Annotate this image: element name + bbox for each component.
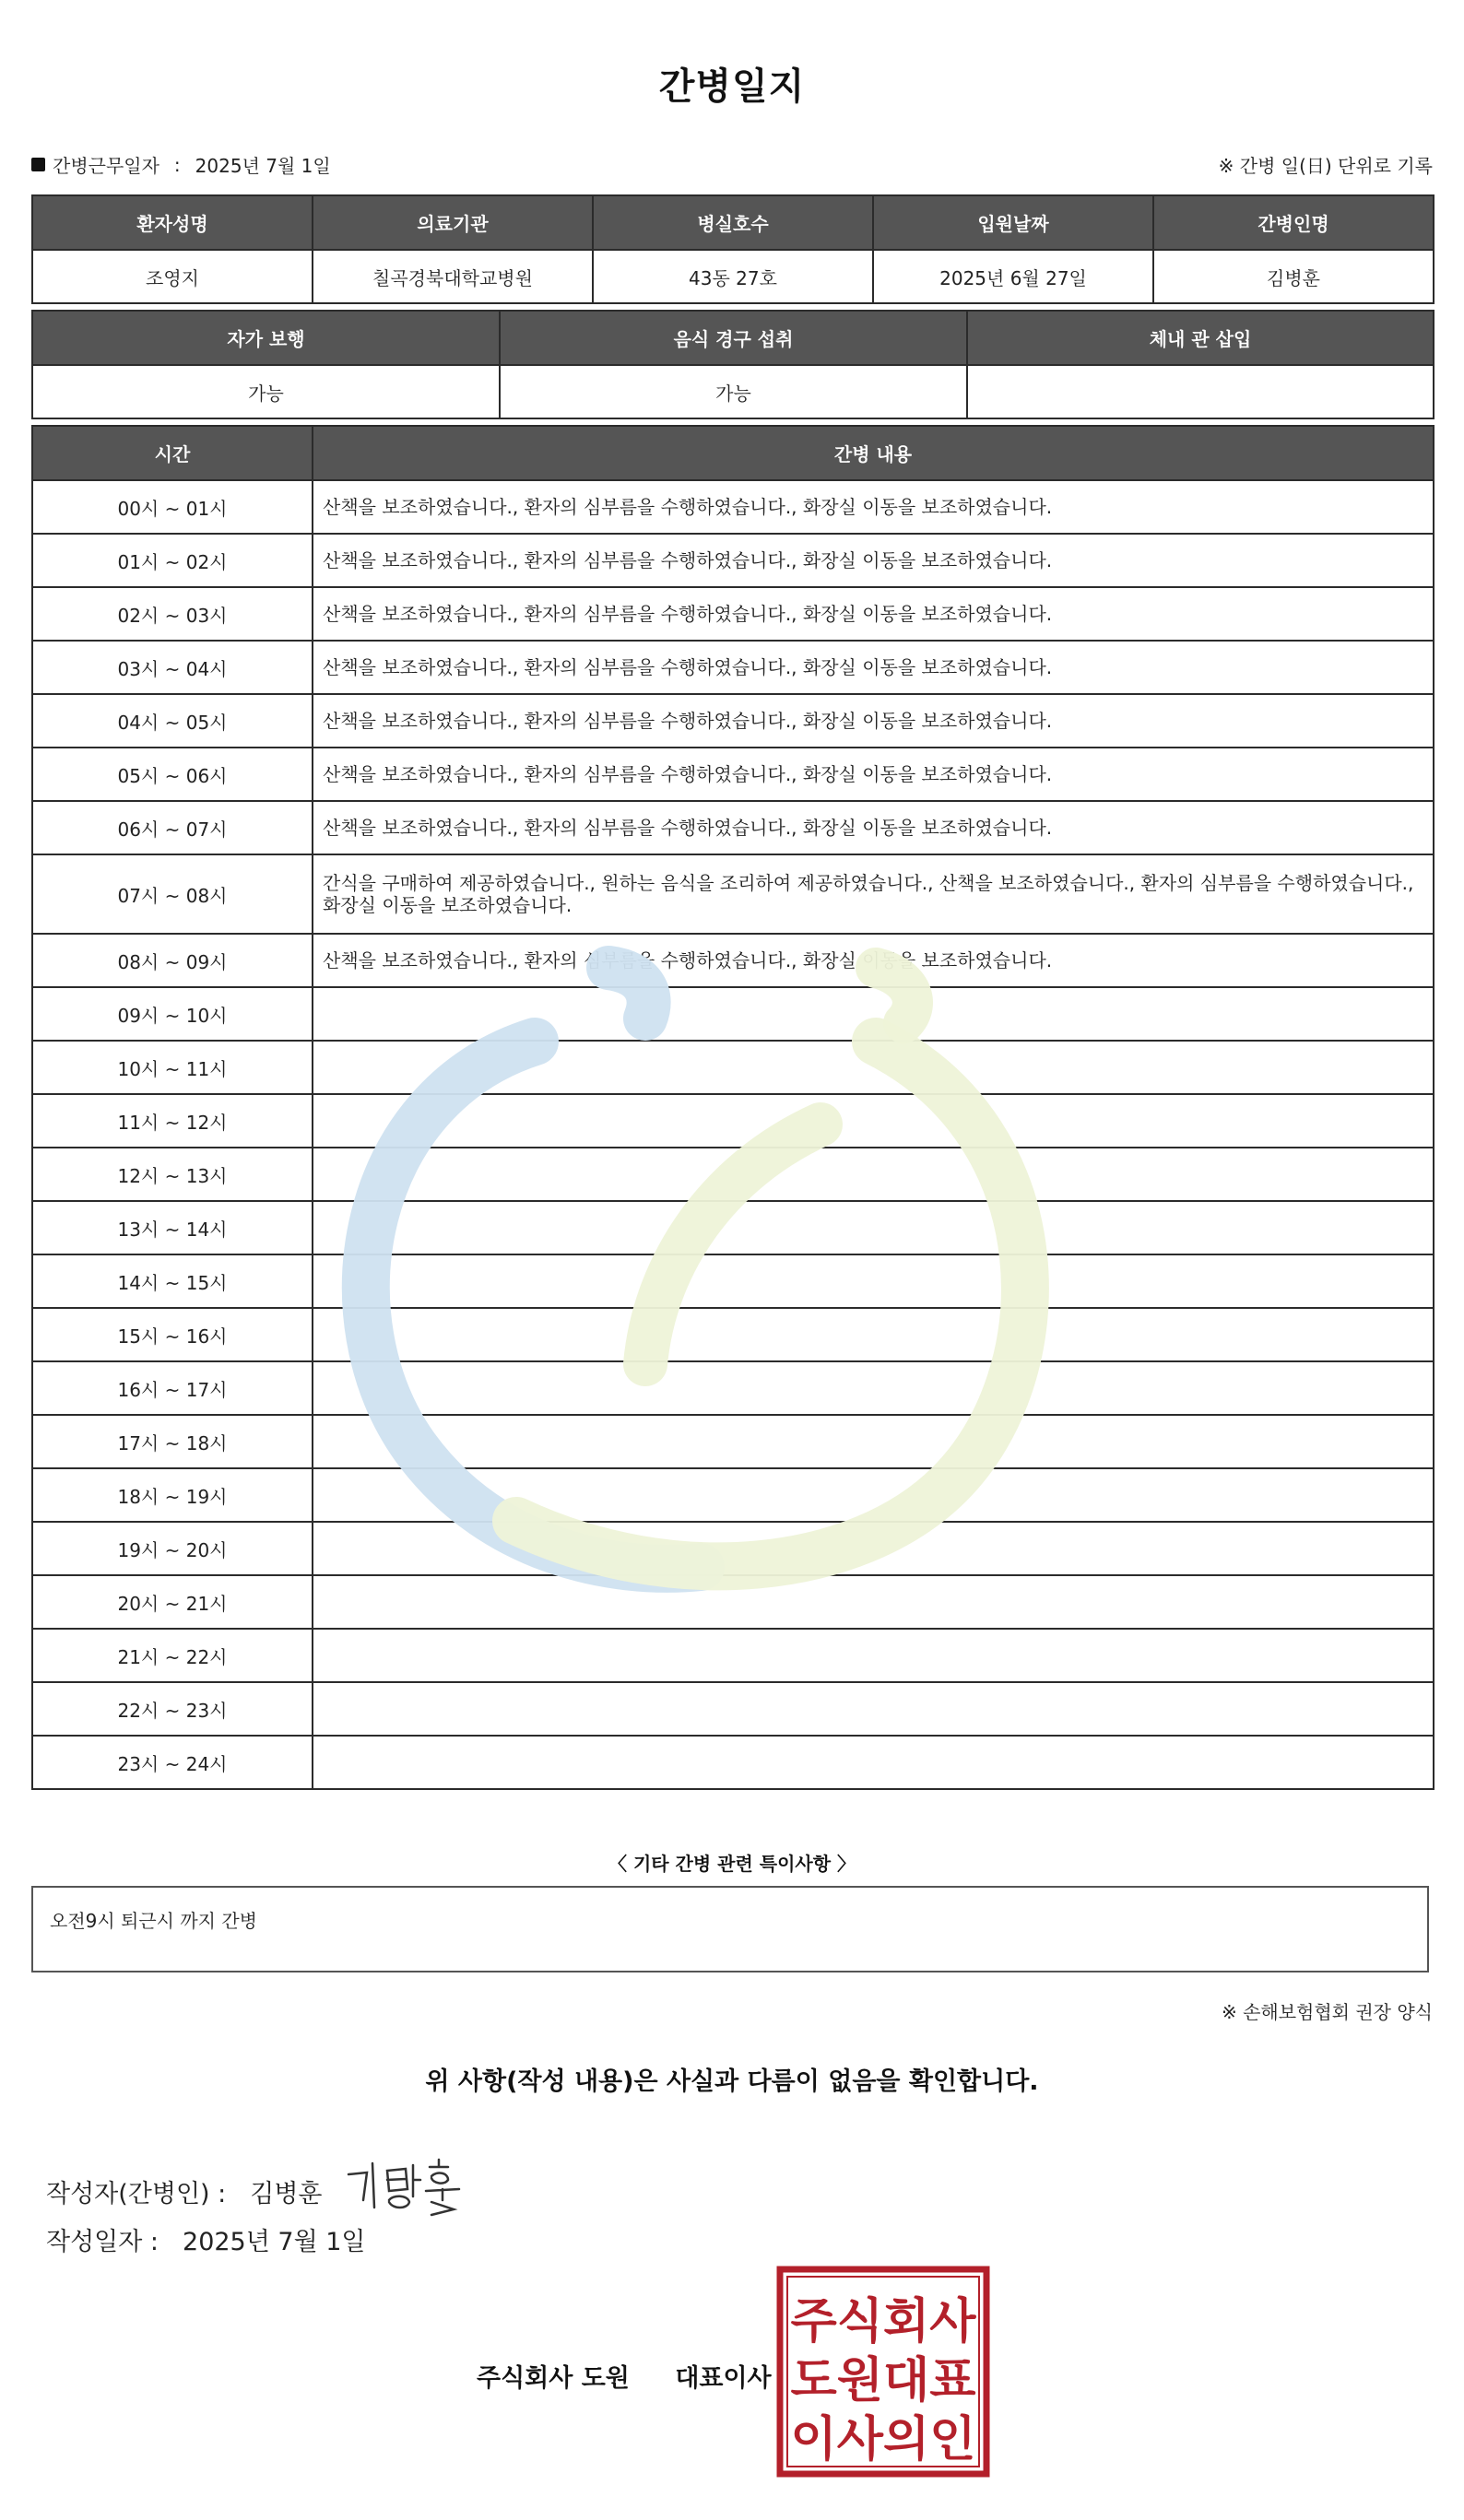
svg-text:도원대표: 도원대표 (790, 2353, 976, 2408)
writer-label: 작성자(간병인) : (46, 2179, 227, 2208)
care-content: 산책을 보조하였습니다., 환자의 심부름을 수행하였습니다., 화장실 이동을 보조하였습니다. (313, 480, 1434, 534)
work-date-value: 2025년 7월 1일 (195, 155, 331, 177)
care-log-table (31, 425, 1434, 1790)
time-slot: 16시 ~ 17시 (32, 1361, 313, 1415)
time-slot: 06시 ~ 07시 (32, 801, 313, 854)
care-content: 산책을 보조하였습니다., 환자의 심부름을 수행하였습니다., 화장실 이동을 보조하였습니다. (313, 534, 1434, 587)
table-row (32, 1308, 1434, 1361)
table-row (32, 694, 1434, 748)
time-slot: 04시 ~ 05시 (32, 694, 313, 748)
table-row (32, 1736, 1434, 1789)
time-slot: 13시 ~ 14시 (32, 1201, 313, 1254)
svg-text:주식회사: 주식회사 (790, 2294, 976, 2349)
time-slot: 20시 ~ 21시 (32, 1575, 313, 1629)
header-oral-intake: 음식 경구 섭취 (500, 311, 967, 365)
time-slot: 01시 ~ 02시 (32, 534, 313, 587)
care-content (313, 1415, 1434, 1468)
unit-note: ※ 간병 일(日) 단위로 기록 (1218, 155, 1433, 177)
care-content: 산책을 보조하였습니다., 환자의 심부름을 수행하였습니다., 화장실 이동을 보조하였습니다. (313, 641, 1434, 694)
table-row (32, 1575, 1434, 1629)
table-row (32, 801, 1434, 854)
written-date-value: 2025년 7월 1일 (183, 2228, 366, 2256)
table-row (32, 1041, 1434, 1094)
table-row (32, 534, 1434, 587)
self-walking-value: 가능 (32, 365, 500, 418)
table-row (32, 1201, 1434, 1254)
time-slot: 07시 ~ 08시 (32, 854, 313, 934)
time-slot: 11시 ~ 12시 (32, 1094, 313, 1148)
time-slot: 14시 ~ 15시 (32, 1254, 313, 1308)
time-slot: 17시 ~ 18시 (32, 1415, 313, 1468)
time-slot: 12시 ~ 13시 (32, 1148, 313, 1201)
care-content (313, 1468, 1434, 1522)
table-row (32, 748, 1434, 801)
care-content: 산책을 보조하였습니다., 환자의 심부름을 수행하였습니다., 화장실 이동을 보조하였습니다. (313, 934, 1434, 987)
table-row (32, 480, 1434, 534)
time-slot: 15시 ~ 16시 (32, 1308, 313, 1361)
notes-box (31, 1886, 1429, 1972)
care-content (313, 1361, 1434, 1415)
table-row (32, 1522, 1434, 1575)
header-hospital: 의료기관 (313, 195, 593, 250)
tube-insertion-value (967, 365, 1434, 418)
table-row (32, 1468, 1434, 1522)
patient-info-header-row (32, 195, 1434, 250)
header-room: 병실호수 (593, 195, 873, 250)
notes-text: 오전9시 퇴근시 까지 간병 (50, 1910, 257, 1932)
notes-title: 〈 기타 간병 관련 특이사항 〉 (608, 1853, 856, 1875)
care-content: 간식을 구매하여 제공하였습니다., 원하는 음식을 조리하여 제공하였습니다., 산책을 보조하였습니다., 환자의 심부름을 수행하였습니다., 화장실 이동을 보조하였습니다. (313, 854, 1434, 934)
time-slot: 05시 ~ 06시 (32, 748, 313, 801)
table-row (32, 1629, 1434, 1682)
admission-date: 2025년 6월 27일 (873, 250, 1153, 303)
time-slot: 09시 ~ 10시 (32, 987, 313, 1041)
written-date-label: 작성일자 : (46, 2228, 159, 2256)
table-row (32, 1254, 1434, 1308)
care-content (313, 1201, 1434, 1254)
care-log-body (32, 480, 1434, 1789)
header-admission-date: 입원날짜 (873, 195, 1153, 250)
table-row (32, 1094, 1434, 1148)
care-content (313, 1041, 1434, 1094)
care-content (313, 1254, 1434, 1308)
time-slot: 21시 ~ 22시 (32, 1629, 313, 1682)
document-title: 간병일지 (658, 65, 806, 108)
table-row (32, 1415, 1434, 1468)
company-name: 주식회사 도원 (477, 2364, 630, 2393)
time-slot: 08시 ~ 09시 (32, 934, 313, 987)
care-content: 산책을 보조하였습니다., 환자의 심부름을 수행하였습니다., 화장실 이동을 보조하였습니다. (313, 694, 1434, 748)
confirm-statement: 위 사항(작성 내용)은 사실과 다름이 없음을 확인합니다. (425, 2067, 1039, 2096)
care-content (313, 1736, 1434, 1789)
care-content (313, 1629, 1434, 1682)
writer-name: 김병훈 (250, 2179, 323, 2208)
written-date-row (46, 2221, 366, 2257)
form-note: ※ 손해보험협회 권장 양식 (1221, 2001, 1433, 2023)
header-care-content: 간병 내용 (313, 426, 1434, 480)
company-seal-stamp (776, 2266, 990, 2478)
handwritten-signature (341, 2154, 470, 2228)
header-time: 시간 (32, 426, 313, 480)
square-bullet-icon (31, 158, 45, 171)
header-self-walking: 자가 보행 (32, 311, 500, 365)
writer-row (46, 2154, 470, 2228)
header-tube-insertion: 체내 관 삽입 (967, 311, 1434, 365)
time-slot: 19시 ~ 20시 (32, 1522, 313, 1575)
table-row (32, 854, 1434, 934)
hospital-name: 칠곡경북대학교병원 (313, 250, 593, 303)
time-slot: 18시 ~ 19시 (32, 1468, 313, 1522)
room-number: 43동 27호 (593, 250, 873, 303)
care-content (313, 1682, 1434, 1736)
company-line (477, 2358, 772, 2394)
patient-info-value-row (32, 250, 1434, 303)
patient-status-table (31, 310, 1434, 419)
header-patient-name: 환자성명 (32, 195, 313, 250)
time-slot: 00시 ~ 01시 (32, 480, 313, 534)
care-content: 산책을 보조하였습니다., 환자의 심부름을 수행하였습니다., 화장실 이동을 보조하였습니다. (313, 801, 1434, 854)
work-date-line (31, 151, 331, 178)
svg-text:이사의인: 이사의인 (790, 2412, 976, 2467)
care-content: 산책을 보조하였습니다., 환자의 심부름을 수행하였습니다., 화장실 이동을 보조하였습니다. (313, 748, 1434, 801)
table-row (32, 1361, 1434, 1415)
table-row (32, 987, 1434, 1041)
table-row (32, 587, 1434, 641)
care-content (313, 1148, 1434, 1201)
table-row (32, 641, 1434, 694)
time-slot: 10시 ~ 11시 (32, 1041, 313, 1094)
header-caregiver-name: 간병인명 (1153, 195, 1434, 250)
work-date-separator: : (173, 153, 181, 176)
table-row (32, 934, 1434, 987)
table-row (32, 1148, 1434, 1201)
care-content: 산책을 보조하였습니다., 환자의 심부름을 수행하였습니다., 화장실 이동을 보조하였습니다. (313, 587, 1434, 641)
care-content (313, 1575, 1434, 1629)
patient-status-value-row (32, 365, 1434, 418)
time-slot: 23시 ~ 24시 (32, 1736, 313, 1789)
care-content (313, 1308, 1434, 1361)
patient-info-table (31, 194, 1434, 304)
time-slot: 22시 ~ 23시 (32, 1682, 313, 1736)
care-content (313, 987, 1434, 1041)
table-row (32, 1682, 1434, 1736)
care-content (313, 1522, 1434, 1575)
patient-status-header-row (32, 311, 1434, 365)
ceo-title: 대표이사 (675, 2364, 772, 2393)
caregiver-name: 김병훈 (1153, 250, 1434, 303)
care-log-header-row (32, 426, 1434, 480)
time-slot: 03시 ~ 04시 (32, 641, 313, 694)
care-content (313, 1094, 1434, 1148)
oral-intake-value: 가능 (500, 365, 967, 418)
patient-name: 조영지 (32, 250, 313, 303)
time-slot: 02시 ~ 03시 (32, 587, 313, 641)
work-date-label: 간병근무일자 (53, 155, 159, 177)
